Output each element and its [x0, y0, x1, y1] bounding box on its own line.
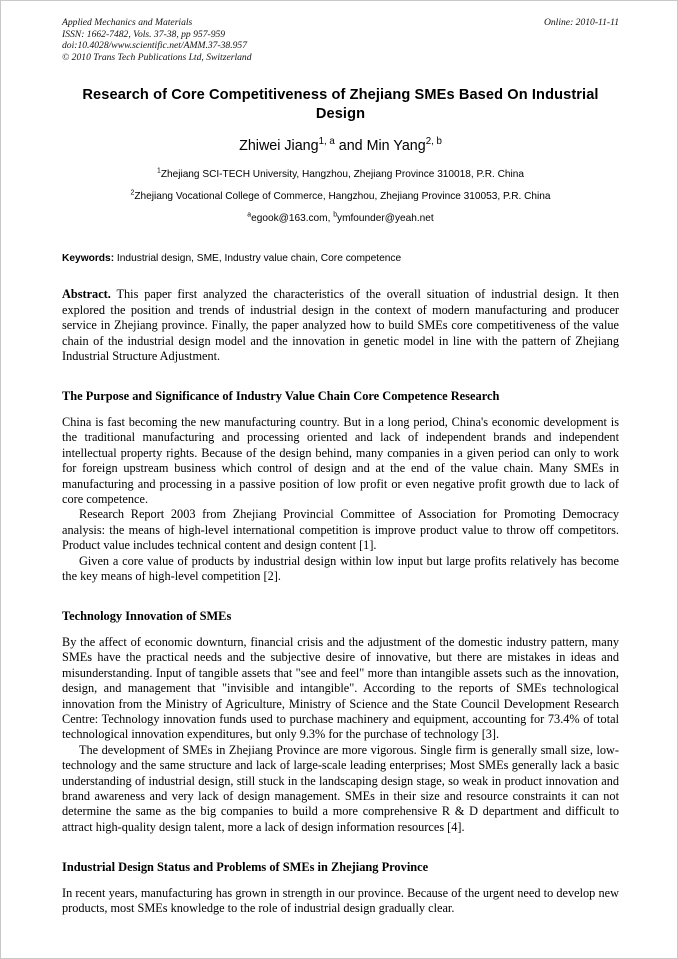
doi-line: doi:10.4028/www.scientific.net/AMM.37-38.957 — [62, 40, 248, 52]
section-3-paragraph-1: In recent years, manufacturing has grown in strength in our province. Because of the urgent need to develop new products, most SMEs knowledge to the role of industrial design gradually clear. — [62, 885, 619, 916]
section-2-paragraph-2: The development of SMEs in Zhejiang Province are more vigorous. Single firm is generally small size, low-technology and the same structure and lack of large-scale leading enterprises; Most SMEs generally lack a basic understanding of industrial design, still stuck in the landscaping design stage, so weak in product innovation and brand awareness and very lack of design management. SMEs in their size and resource constraints it can not determine the same as the big companies to build a more comprehensive R & D department and difficult to attract high-quality design talent, more a lack of design information resources [4]. — [62, 742, 619, 834]
author-name-2: Min Yang — [366, 138, 426, 155]
page-content — [62, 17, 619, 916]
affiliation-text-2: Zhejiang Vocational College of Commerce, Hangzhou, Zhejiang Province 310053, P.R. China — [134, 191, 551, 203]
journal-name: Applied Mechanics and Materials — [62, 17, 193, 28]
section-heading-3: Industrial Design Status and Problems of SMEs in Zhejiang Province — [62, 860, 429, 875]
section-heading-2: Technology Innovation of SMEs — [62, 609, 232, 624]
issn-volume-pages: ISSN: 1662-7482, Vols. 37-38, pp 957-959 — [62, 28, 226, 40]
affiliation-marker-1: 1 — [156, 168, 161, 176]
author-emails — [62, 203, 619, 225]
author-affiliation-marker-2: 2, b — [425, 136, 442, 148]
page-title: Research of Core Competitiveness of Zhejiang SMEs Based On Industrial Design — [82, 87, 599, 123]
keywords-value: Industrial design, SME, Industry value chain, Core competence — [114, 253, 402, 265]
email-marker-b: b — [333, 212, 338, 220]
author-list — [62, 124, 619, 155]
email-address-a: egook@163.com, — [251, 213, 331, 225]
email-address-b: ymfounder@yeah.net — [337, 213, 434, 225]
section-1-paragraph-3: Given a core value of products by industrial design within low input but large profits relatively has become the key means of high-level competition [2]. — [62, 553, 619, 583]
affiliation-text-1: Zhejiang SCI-TECH University, Hangzhou, Zhejiang Province 310018, P.R. China — [160, 169, 524, 181]
author-affiliation-marker-1: 1, a — [318, 136, 335, 148]
online-publication-date: Online: 2010-11-11 — [543, 17, 619, 28]
copyright-line: © 2010 Trans Tech Publications Ltd, Switzerland — [62, 51, 252, 63]
abstract-paragraph — [62, 265, 619, 364]
section-1-paragraph-1: China is fast becoming the new manufacturing country. But in a long period, China's economic development is the traditional manufacturing and processing oriented and lack of independent brands and independent intellectual property rights. Because of the design behind, many companies in a given period can only to work for foreign upstream business which control of design and at the end of the value chain. Many SMEs in manufacturing and processing in a passive position of low profit or even negative profit growth due to lack of core competence. — [62, 414, 619, 506]
email-marker-a: a — [247, 212, 252, 220]
affiliation-1 — [62, 155, 619, 181]
affiliation-marker-2: 2 — [130, 190, 135, 198]
section-heading-1: The Purpose and Significance of Industry Value Chain Core Competence Research — [62, 389, 500, 404]
keywords-label: Keywords: — [62, 253, 115, 265]
journal-masthead — [62, 17, 619, 63]
keywords-line — [62, 225, 619, 265]
abstract-label: Abstract. — [62, 287, 111, 302]
affiliation-2 — [62, 181, 619, 203]
author-name-1: Zhiwei Jiang — [239, 138, 319, 155]
section-2-paragraph-1: By the affect of economic downturn, financial crisis and the adjustment of the domestic industry pattern, many SMEs have the practical needs and the subjective desire of innovative, but there are mistakes in ideas and misunderstanding. Input of tangible assets that "see and feel" more than intangible assets such as the innovation, design, and management that "invisible and intangible". According to the reports of SMEs technological innovation from the Ministry of Agriculture, Ministry of Science and the State Council Development Research Centre: Technology innovation funds used to purchase machinery and equipment, accounting for 73.4% of total technological innovation expenditures, but only 9.3% for the purchase of technology [3]. — [62, 634, 619, 742]
section-1-paragraph-2: Research Report 2003 from Zhejiang Provincial Committee of Association for Promoting Democracy analysis: the means of high-level international competition is improve product value to throw off competitors. Product value includes technical content and design content [1]. — [62, 507, 619, 553]
abstract-text: This paper first analyzed the characteristics of the overall situation of industrial design. It then explored the position and trends of industrial design in the context of modern manufacturing and producer service in Zhejiang province. Finally, the paper analyzed how to build SMEs core competitiveness of the value chain of the industrial design model and the innovation in genetic model in line with the pattern of Zhejiang Industrial Structure Adjustment. — [62, 287, 619, 363]
author-conjunction: and — [334, 138, 367, 155]
